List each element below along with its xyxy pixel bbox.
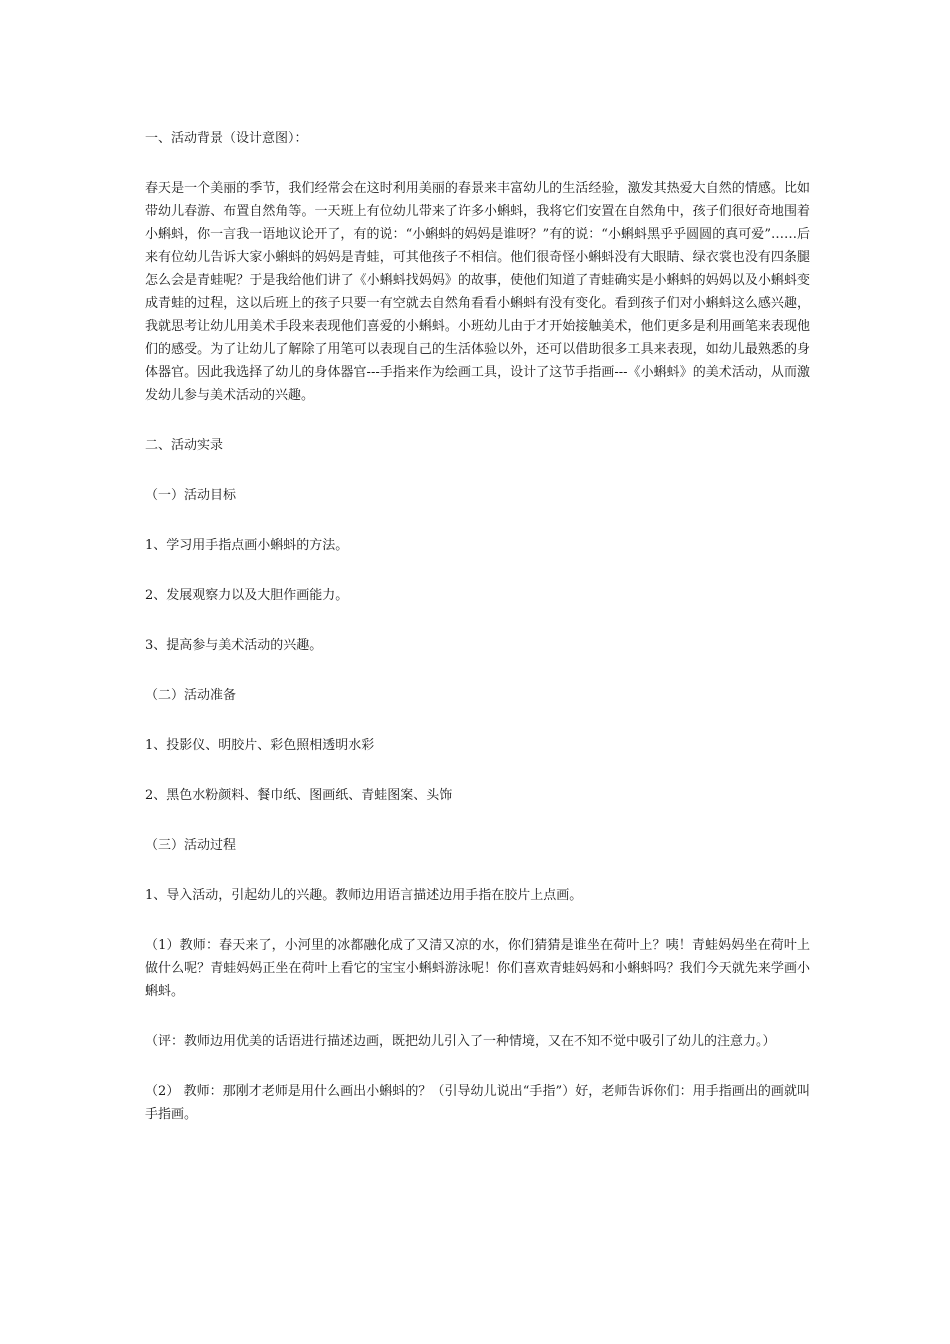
section-heading-background: 一、活动背景（设计意图）：	[145, 131, 308, 146]
section-heading-record: 二、活动实录	[145, 438, 224, 453]
goal-item: 3、提高参与美术活动的兴趣。	[145, 638, 323, 653]
background-paragraph: 春天是一个美丽的季节，我们经常会在这时利用美丽的春景来丰富幼儿的生活经验，激发其热爱大自然的情感。比如带幼儿春游、布置自然角等。一天班上有位幼儿带来了许多小蝌蚪，我将它们安置在自然角中，孩子们很好奇地围着小蝌蚪，你一言我一语地议论开了，有的说：“小蝌蚪的妈妈是谁呀？”有的说：“小蝌蚪黑乎乎圆圆的真可爱”……后来有位幼儿告诉大家小蝌蚪的妈妈是青蛙，可其他孩子不相信。他们很奇怪小蝌蚪没有大眼睛、绿衣裳也没有四条腿怎么会是青蛙呢？于是我给他们讲了《小蝌蚪找妈妈》的故事，使他们知道了青蛙确实是小蝌蚪的妈妈以及小蝌蚪变成青蛙的过程，这以后班上的孩子只要一有空就去自然角看看小蝌蚪有没有变化。看到孩子们对小蝌蚪这么感兴趣，我就思考让幼儿用美术手段来表现他们喜爱的小蝌蚪。小班幼儿由于才开始接触美术，他们更多是利用画笔来表现他们的感受。为了让幼儿了解除了用笔可以表现自己的生活体验以外，还可以借助很多工具来表现，如幼儿最熟悉的身体器官。因此我选择了幼儿的身体器官---手指来作为绘画工具，设计了这节手指画---《小蝌蚪》的美术活动，从而激发幼儿参与美术活动的兴趣。	[145, 181, 810, 403]
subheading-preparation: （二）活动准备	[145, 688, 237, 703]
process-substep: （2） 教师：那刚才老师是用什么画出小蝌蚪的？（引导幼儿说出“手指”）好，老师告诉你们：用手指画出的画就叫手指画。	[145, 1084, 810, 1122]
goal-item: 1、学习用手指点画小蝌蚪的方法。	[145, 538, 349, 553]
subheading-goals: （一）活动目标	[145, 488, 237, 503]
subheading-process: （三）活动过程	[145, 838, 237, 853]
process-substep: （1）教师：春天来了，小河里的冰都融化成了又清又凉的水，你们猜猜是谁坐在荷叶上？咦！青蛙妈妈坐在荷叶上做什么呢？青蛙妈妈正坐在荷叶上看它的宝宝小蝌蚪游泳呢！你们喜欢青蛙妈妈和小蝌蚪吗？我们今天就先来学画小蝌蚪。	[145, 938, 810, 999]
process-step: 1、导入活动，引起幼儿的兴趣。教师边用语言描述边用手指在胶片上点画。	[145, 888, 583, 903]
preparation-item: 2、黑色水粉颜料、餐巾纸、图画纸、青蛙图案、头饰	[145, 788, 453, 803]
commentary-note: （评：教师边用优美的话语进行描述边画，既把幼儿引入了一种情境，又在不知不觉中吸引了幼儿的注意力。）	[145, 1034, 776, 1049]
document-body	[145, 127, 810, 1126]
goal-item: 2、发展观察力以及大胆作画能力。	[145, 588, 349, 603]
preparation-item: 1、投影仪、明胶片、彩色照相透明水彩	[145, 738, 375, 753]
